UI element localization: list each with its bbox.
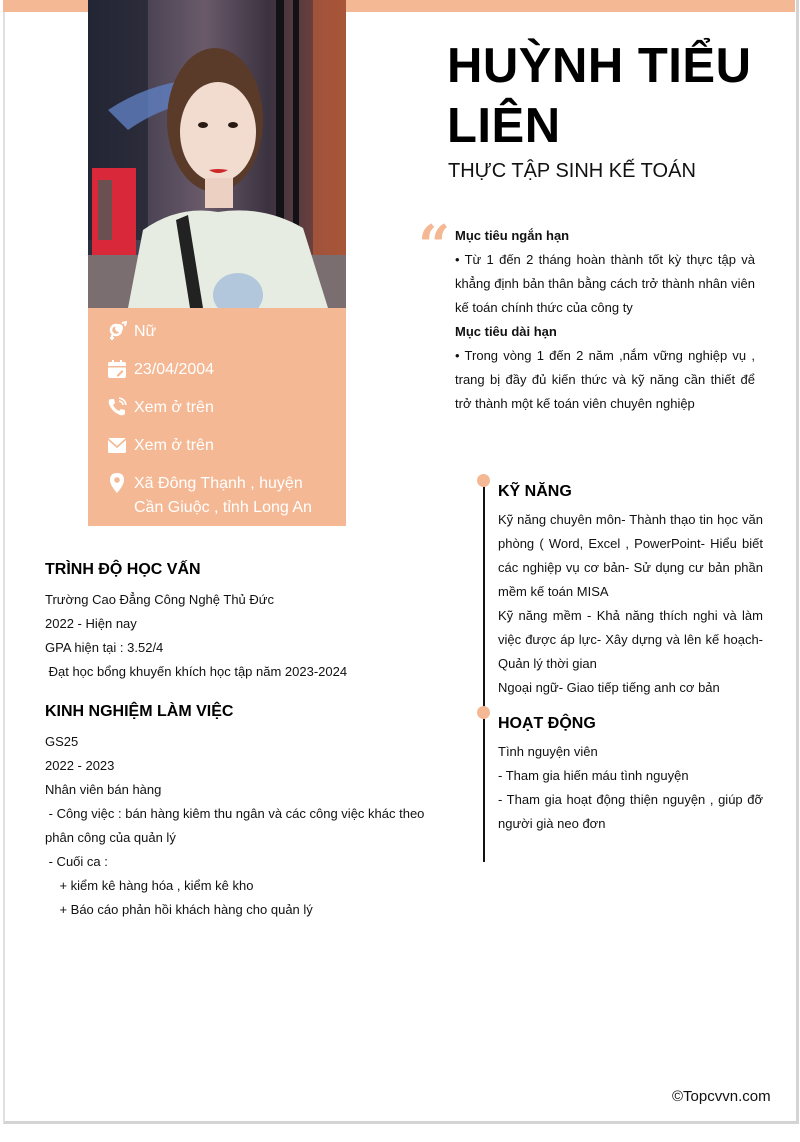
skills-section: [498, 480, 763, 700]
quote-icon: “: [418, 213, 451, 279]
profile-photo: [88, 0, 346, 308]
experience-company: GS25: [45, 734, 79, 749]
gender-value: Nữ: [134, 323, 157, 340]
skills-professional: Kỹ năng chuyên môn- Thành thạo tin học văn phòng ( Word, Excel , PowerPoint- Hiểu biết các nghiệp vụ cơ bản- Sử dụng cư bản phần mềm kế toán MISA: [498, 512, 763, 599]
education-school: Trường Cao Đẳng Công Nghệ Thủ Đức: [45, 592, 274, 607]
long-term-goal-title: Mục tiêu dài hạn: [455, 324, 557, 339]
education-gpa: GPA hiện tại : 3.52/4: [45, 640, 164, 655]
short-term-goal-text: • Từ 1 đến 2 tháng hoàn thành tốt kỳ thực tập và khẳng định bản thân bằng cách trở thành nhân viên kế toán chính thức của công ty: [455, 252, 755, 315]
timeline-line: [483, 480, 485, 862]
contact-address: [106, 472, 336, 520]
activities-title: HOẠT ĐỘNG: [498, 715, 596, 732]
timeline-dot-activities: [477, 706, 490, 719]
experience-role: Nhân viên bán hàng: [45, 782, 162, 797]
contact-panel: [88, 308, 346, 526]
education-title: TRÌNH ĐỘ HỌC VẤN: [45, 561, 201, 578]
experience-title: KINH NGHIỆM LÀM VIỆC: [45, 703, 234, 720]
education-section: [45, 558, 435, 684]
career-objective: [455, 224, 755, 416]
short-term-goal-title: Mục tiêu ngắn hạn: [455, 228, 570, 243]
candidate-name: [447, 36, 751, 156]
copyright-footer: ©Topcvvn.com: [672, 1088, 771, 1105]
education-period: 2022 - Hiện nay: [45, 616, 137, 631]
activity-item-2: - Tham gia hoạt động thiện nguyện , giúp đỡ người già neo đơn: [498, 792, 763, 831]
address-value: Xã Đông Thạnh , huyện Cần Giuộc , tỉnh Long An: [134, 475, 312, 516]
job-title: THỰC TẬP SINH KẾ TOÁN: [448, 160, 696, 182]
timeline-dot-skills: [477, 474, 490, 487]
experience-end-shift: - Cuối ca :: [45, 854, 108, 869]
contact-birthday: [106, 358, 336, 382]
email-value[interactable]: Xem ở trên: [134, 437, 214, 454]
birthday-value: 23/04/2004: [134, 361, 215, 378]
contact-gender: [106, 320, 336, 344]
calendar-icon: [106, 358, 128, 380]
phone-icon: [106, 396, 128, 418]
experience-task-1: + kiểm kê hàng hóa , kiểm kê kho: [45, 878, 254, 893]
activities-section: [498, 712, 763, 836]
skills-title: KỸ NĂNG: [498, 483, 572, 500]
experience-task-2: + Báo cáo phản hồi khách hàng cho quản lý: [45, 902, 313, 917]
activity-item-1: - Tham gia hiến máu tình nguyện: [498, 768, 689, 783]
phone-value[interactable]: Xem ở trên: [134, 399, 214, 416]
name-line-2: LIÊN: [447, 99, 561, 153]
name-line-1: HUỲNH TIỂU: [447, 39, 752, 93]
contact-phone: [106, 396, 336, 420]
email-icon: [106, 434, 128, 456]
skills-soft: Kỹ năng mềm - Khả năng thích nghi và làm việc được áp lực- Xây dựng và lên kế hoạch- Quản lý thời gian: [498, 608, 763, 671]
location-icon: [106, 472, 128, 494]
experience-period: 2022 - 2023: [45, 758, 115, 773]
experience-section: [45, 700, 435, 922]
gender-icon: [106, 320, 128, 342]
skills-language: Ngoại ngữ- Giao tiếp tiếng anh cơ bản: [498, 680, 720, 695]
education-award: Đạt học bổng khuyến khích học tập năm 2023-2024: [45, 664, 348, 679]
experience-duty: - Công việc : bán hàng kiêm thu ngân và các công việc khác theo phân công của quản lý: [45, 806, 429, 845]
contact-email: [106, 434, 336, 458]
portrait-photo-icon: [88, 0, 346, 308]
long-term-goal-text: • Trong vòng 1 đến 2 năm ,nắm vững nghiệp vụ , trang bị đầy đủ kiến thức và kỹ năng cần thiết để trở thành một kế toán viên chuyên nghiệp: [455, 348, 755, 411]
activity-role: Tình nguyện viên: [498, 744, 598, 759]
